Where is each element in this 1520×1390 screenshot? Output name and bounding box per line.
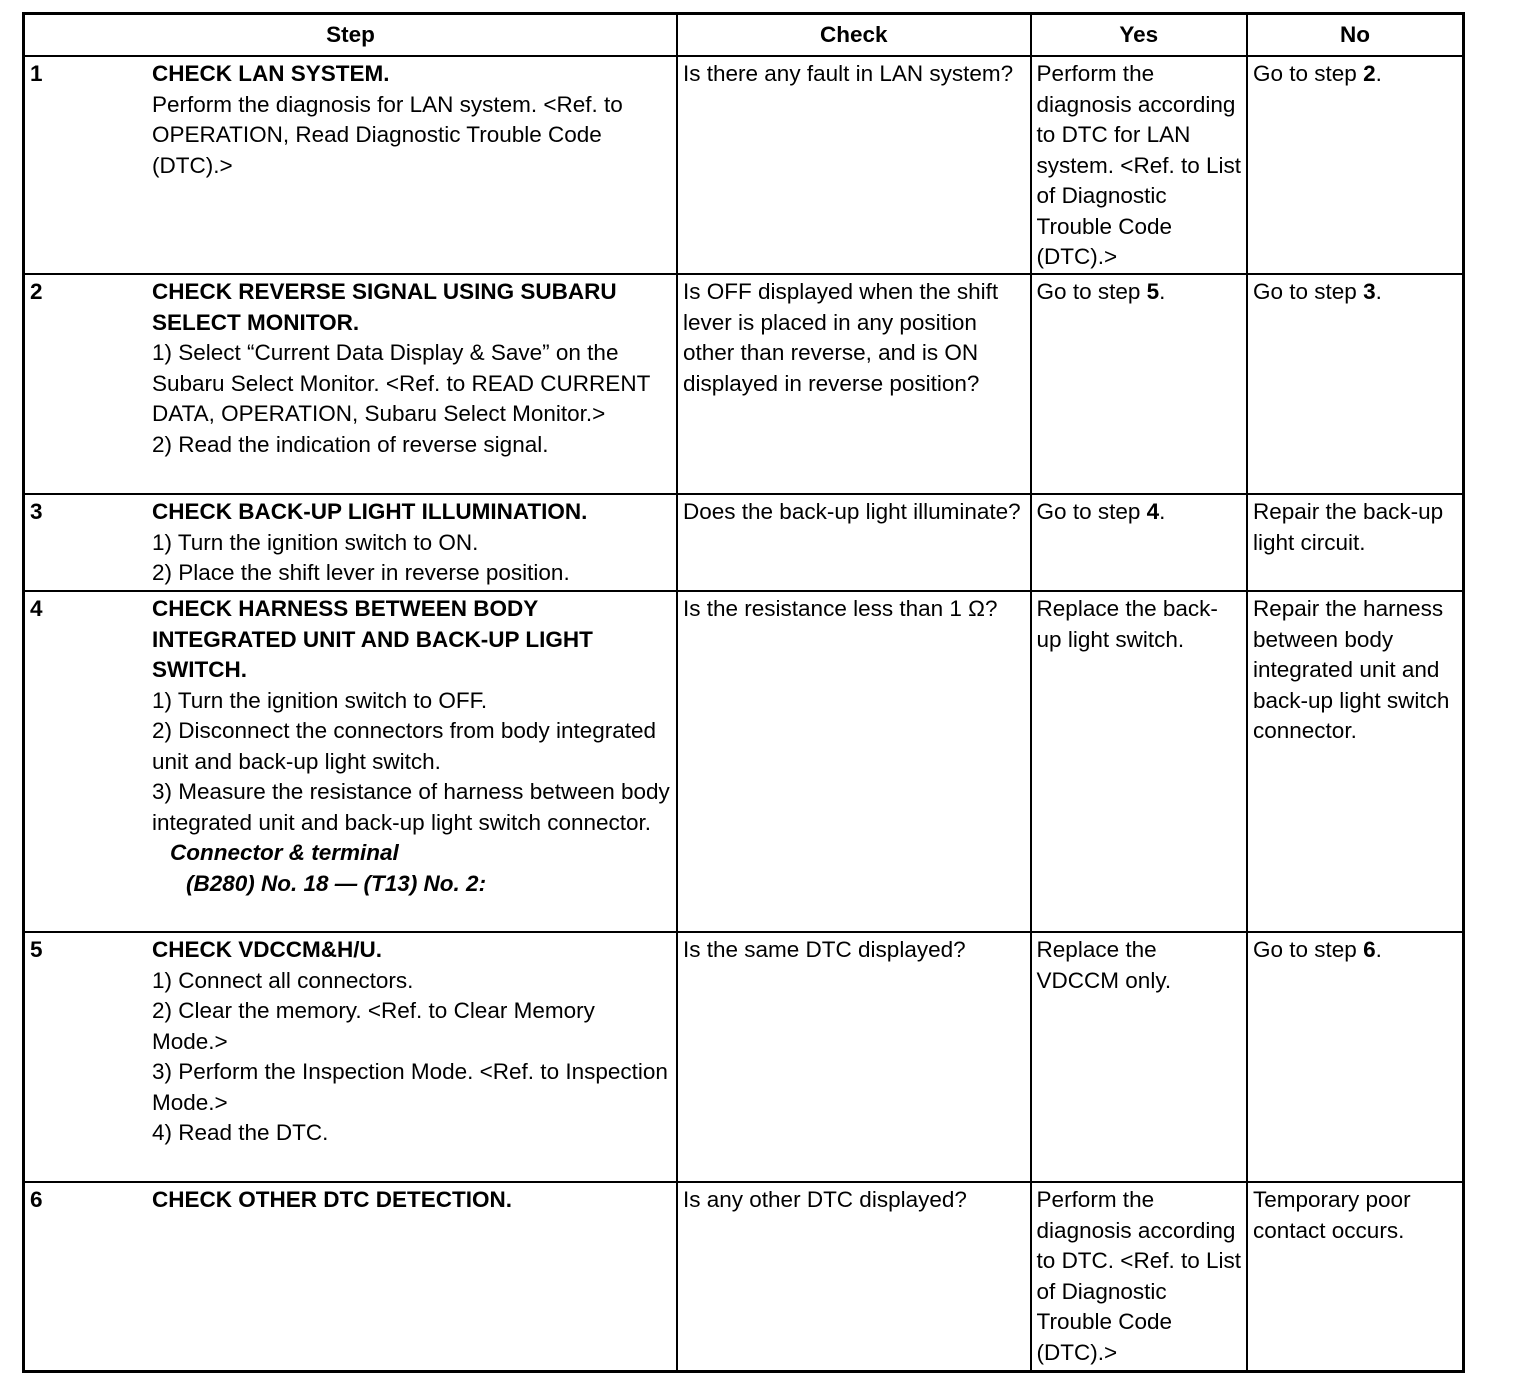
yes-cell: Perform the diagnosis according to DTC for LAN system. <Ref. to List of Diagnostic Trouble Code (DTC).> [1031,56,1247,274]
step-cell [24,494,678,591]
check-cell: Is any other DTC displayed? [677,1182,1031,1371]
yes-suffix: . [1159,499,1166,524]
spec-value: (B280) No. 18 — (T13) No. 2: [186,870,487,896]
check-cell: Is there any fault in LAN system? [677,56,1031,274]
no-step-ref: 3 [1363,279,1376,304]
step-number: 5 [30,937,43,962]
step-instruction: 3) Measure the resistance of harness between body integrated unit and back-up light switch connector. [152,779,670,835]
no-cell: Repair the back-up light circuit. [1247,494,1464,591]
step-title: CHECK HARNESS BETWEEN BODY INTEGRATED UNIT AND BACK-UP LIGHT SWITCH. [152,596,593,682]
yes-suffix: . [1159,279,1166,304]
yes-text: Go to step [1036,499,1147,524]
yes-cell [1031,274,1247,494]
step-number: 3 [30,499,43,524]
yes-step-ref: 4 [1146,499,1160,524]
step-number: 6 [30,1187,43,1212]
no-text: Go to step [1253,937,1364,962]
table-row [24,591,1464,932]
yes-cell: Replace the VDCCM only. [1031,932,1247,1182]
step-instruction: Perform the diagnosis for LAN system. <Ref. to OPERATION, Read Diagnostic Trouble Code (DTC).> [152,91,623,178]
table-row [24,274,1464,494]
no-cell [1247,56,1464,274]
header-row [24,14,1464,57]
no-text: Go to step [1253,61,1364,86]
step-number: 1 [30,61,43,86]
step-instruction: 1) Turn the ignition switch to OFF. [152,687,488,713]
no-cell: Repair the harness between body integrated unit and back-up light switch connector. [1247,591,1464,932]
yes-step-ref: 5 [1146,279,1160,304]
no-cell: Temporary poor contact occurs. [1247,1182,1464,1371]
no-step-ref: 6 [1363,937,1376,962]
step-instruction: 2) Read the indication of reverse signal. [152,431,549,457]
step-instruction: 1) Select “Current Data Display & Save” on the Subaru Select Monitor. <Ref. to READ CURRENT DATA, OPERATION, Subaru Select Monitor.> [152,340,650,426]
diagnostic-table [22,12,1465,1373]
step-instruction: 1) Turn the ignition switch to ON. [152,529,479,555]
step-cell [24,932,678,1182]
step-instruction: 2) Clear the memory. <Ref. to Clear Memory Mode.> [152,998,595,1054]
header-yes: Yes [1031,14,1247,57]
step-cell [24,1182,678,1371]
no-text: Go to step [1253,279,1364,304]
table-row [24,56,1464,274]
yes-cell: Replace the back-up light switch. [1031,591,1247,932]
table-row [24,494,1464,591]
step-title: CHECK BACK-UP LIGHT ILLUMINATION. [152,499,588,524]
no-step-ref: 2 [1363,61,1376,86]
check-cell: Does the back-up light illuminate? [677,494,1031,591]
step-instruction: 4) Read the DTC. [152,1120,329,1145]
step-number: 2 [30,279,43,304]
step-instruction: 2) Disconnect the connectors from body integrated unit and back-up light switch. [152,718,657,774]
table-row [24,1182,1464,1371]
step-title: CHECK REVERSE SIGNAL USING SUBARU SELECT MONITOR. [152,279,617,335]
step-title: CHECK LAN SYSTEM. [152,61,390,86]
step-cell [24,591,678,932]
step-title: CHECK OTHER DTC DETECTION. [152,1187,512,1212]
step-title: CHECK VDCCM&H/U. [152,937,382,962]
no-cell [1247,932,1464,1182]
no-suffix: . [1375,937,1382,962]
step-instruction: 1) Connect all connectors. [152,967,414,993]
step-instruction: 3) Perform the Inspection Mode. <Ref. to Inspection Mode.> [152,1059,668,1115]
spec-label: Connector & terminal [170,840,399,865]
no-suffix: . [1375,279,1382,304]
step-cell [24,56,678,274]
step-cell [24,274,678,494]
header-step: Step [24,14,678,57]
check-cell: Is the same DTC displayed? [677,932,1031,1182]
step-instruction: 2) Place the shift lever in reverse position. [152,560,570,585]
header-no: No [1247,14,1464,57]
table-row [24,932,1464,1182]
yes-cell: Perform the diagnosis according to DTC. <Ref. to List of Diagnostic Trouble Code (DTC).> [1031,1182,1247,1371]
check-cell: Is OFF displayed when the shift lever is placed in any position other than reverse, and is ON displayed in reverse position? [677,274,1031,494]
no-suffix: . [1375,61,1382,86]
step-number: 4 [30,596,43,621]
yes-cell [1031,494,1247,591]
no-cell [1247,274,1464,494]
check-cell: Is the resistance less than 1 Ω? [677,591,1031,932]
yes-text: Go to step [1036,279,1147,304]
header-check: Check [677,14,1031,57]
